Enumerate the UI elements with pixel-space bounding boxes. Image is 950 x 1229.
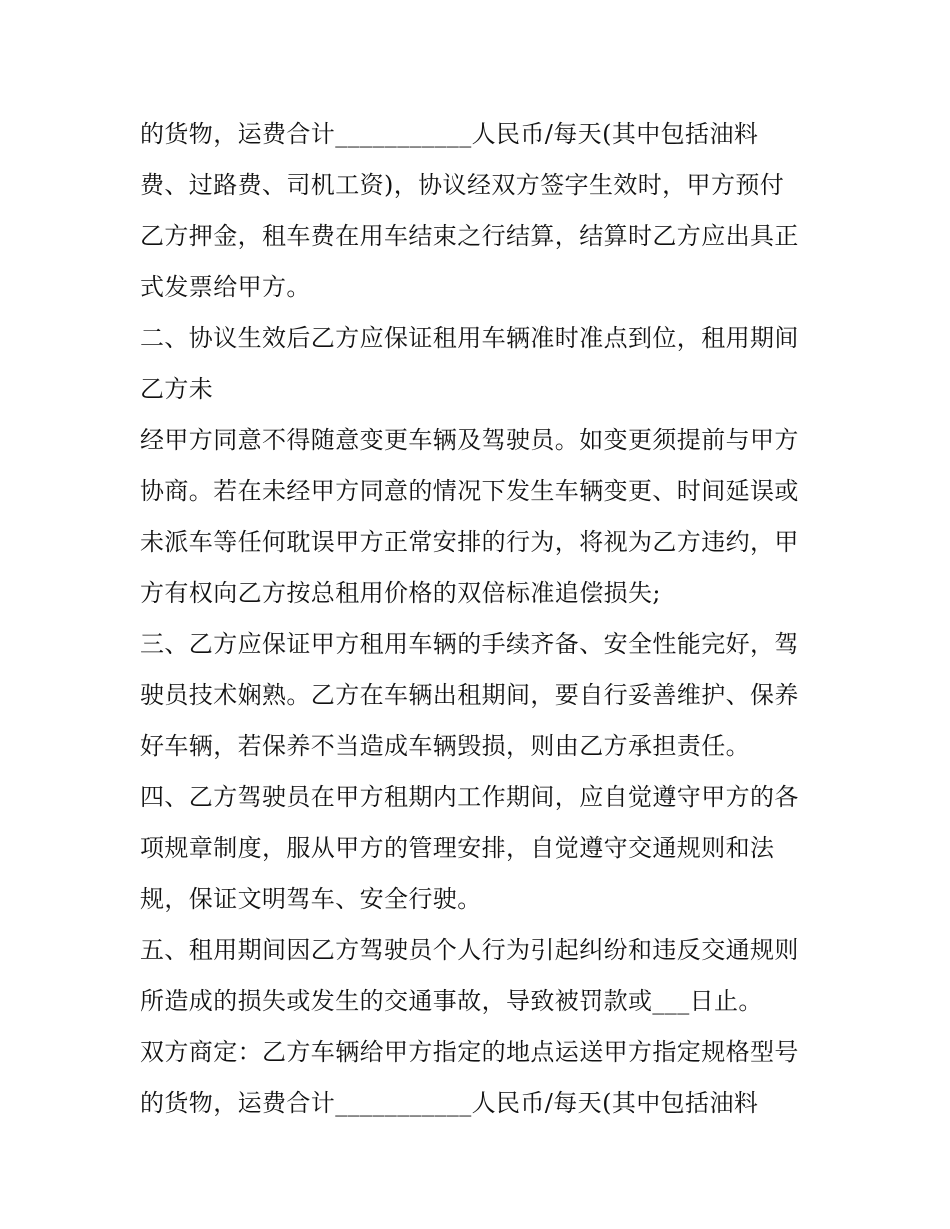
text-line: 乙方未	[140, 375, 214, 403]
text-line: 乙方押金，租车费在用车结束之行结算，结算时乙方应出具正	[140, 222, 799, 250]
text-line: 规，保证文明驾车、安全行驶。	[140, 885, 482, 913]
text-line: 双方商定：乙方车辆给甲方指定的地点运送甲方指定规格型号	[140, 1038, 799, 1066]
text-line: 未派车等任何耽误甲方正常安排的行为，将视为乙方违约，甲	[140, 528, 799, 556]
clause-2-line: 二、协议生效后乙方应保证租用车辆准时准点到位，租用期间	[140, 324, 799, 352]
contract-text	[140, 109, 820, 1129]
text-line: 的货物，运费合计___________人民币/每天(其中包括油料	[140, 1089, 759, 1117]
text-line: 所造成的损失或发生的交通事故，导致被罚款或___日止。	[140, 987, 763, 1015]
text-line: 经甲方同意不得随意变更车辆及驾驶员。如变更须提前与甲方	[140, 426, 799, 454]
text-line: 方有权向乙方按总租用价格的双倍标准追偿损失;	[140, 579, 661, 607]
text-line: 的货物，运费合计___________人民币/每天(其中包括油料	[140, 120, 759, 148]
text-line: 驶员技术娴熟。乙方在车辆出租期间，要自行妥善维护、保养	[140, 681, 799, 709]
clause-3-line: 三、乙方应保证甲方租用车辆的手续齐备、安全性能完好，驾	[140, 630, 799, 658]
text-line: 协商。若在未经甲方同意的情况下发生车辆变更、时间延误或	[140, 477, 799, 505]
clause-5-line: 五、租用期间因乙方驾驶员个人行为引起纠纷和违反交通规则	[140, 936, 799, 964]
text-line: 项规章制度，服从甲方的管理安排，自觉遵守交通规则和法	[140, 834, 775, 862]
clause-4-line: 四、乙方驾驶员在甲方租期内工作期间，应自觉遵守甲方的各	[140, 783, 799, 811]
text-line: 式发票给甲方。	[140, 273, 311, 301]
text-line: 费、过路费、司机工资)，协议经双方签字生效时，甲方预付	[140, 171, 785, 199]
text-line: 好车辆，若保养不当造成车辆毁损，则由乙方承担责任。	[140, 732, 750, 760]
